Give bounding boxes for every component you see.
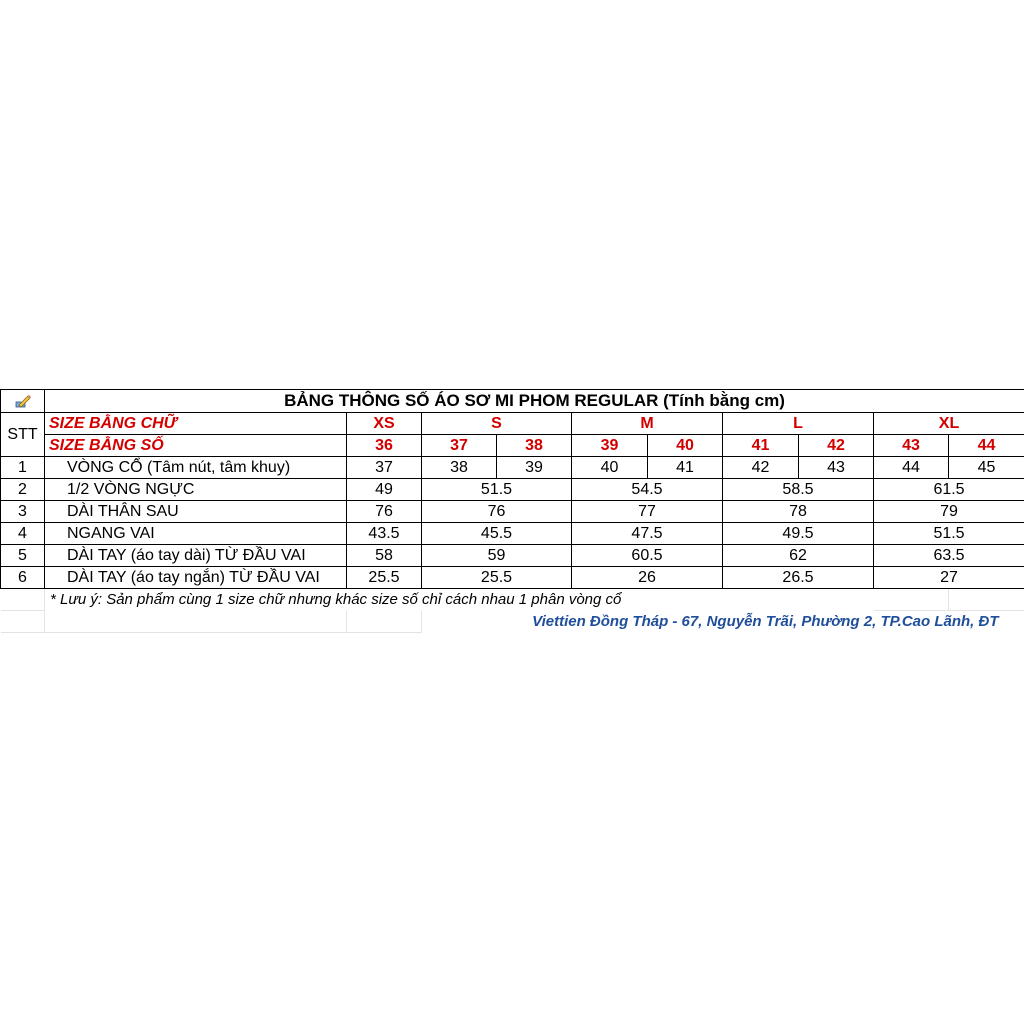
row-value: 59 xyxy=(422,545,572,567)
row-value: 61.5 xyxy=(874,479,1024,501)
size-letter-row xyxy=(1,413,1024,435)
row-value: 60.5 xyxy=(572,545,723,567)
row-value: 26.5 xyxy=(723,567,874,589)
grid-cell xyxy=(949,589,1024,611)
size-letter-label: SIZE BẰNG CHỮ xyxy=(45,413,347,435)
row-value: 40 xyxy=(572,457,648,479)
row-name: NGANG VAI xyxy=(45,523,347,545)
letter-size-cell: XL xyxy=(874,413,1024,435)
row-value: 78 xyxy=(723,501,874,523)
size-chart-sheet xyxy=(0,389,1024,633)
row-value: 76 xyxy=(422,501,572,523)
row-value: 51.5 xyxy=(422,479,572,501)
pencil-icon xyxy=(15,393,31,409)
number-size-cell: 42 xyxy=(799,435,874,457)
title-row xyxy=(1,390,1024,413)
row-stt: 5 xyxy=(1,545,45,567)
row-value: 44 xyxy=(874,457,949,479)
letter-size-cell: L xyxy=(723,413,874,435)
row-value: 51.5 xyxy=(874,523,1024,545)
row-value: 58.5 xyxy=(723,479,874,501)
number-size-cell: 39 xyxy=(572,435,648,457)
row-value: 42 xyxy=(723,457,799,479)
row-value: 41 xyxy=(648,457,723,479)
stt-header: STT xyxy=(1,413,45,457)
row-value: 37 xyxy=(347,457,422,479)
note-text: * Lưu ý: Sản phẩm cùng 1 size chữ nhưng khác size số chỉ cách nhau 1 phân vòng cổ xyxy=(50,591,622,609)
row-value: 77 xyxy=(572,501,723,523)
row-value: 47.5 xyxy=(572,523,723,545)
table-row xyxy=(1,545,1024,567)
row-value: 76 xyxy=(347,501,422,523)
table-row xyxy=(1,479,1024,501)
row-stt: 1 xyxy=(1,457,45,479)
size-number-label: SIZE BẰNG SỐ xyxy=(45,435,347,457)
row-value: 62 xyxy=(723,545,874,567)
number-size-cell: 38 xyxy=(497,435,572,457)
number-size-cell: 44 xyxy=(949,435,1024,457)
corner-cell xyxy=(1,390,45,413)
row-stt: 6 xyxy=(1,567,45,589)
row-value: 43.5 xyxy=(347,523,422,545)
row-value: 43 xyxy=(799,457,874,479)
table-row xyxy=(1,567,1024,589)
row-value: 26 xyxy=(572,567,723,589)
row-value: 79 xyxy=(874,501,1024,523)
row-name: DÀI THÂN SAU xyxy=(45,501,347,523)
row-stt: 2 xyxy=(1,479,45,501)
number-size-cell: 37 xyxy=(422,435,497,457)
letter-size-cell: XS xyxy=(347,413,422,435)
table-row xyxy=(1,501,1024,523)
table-row xyxy=(1,523,1024,545)
table-row xyxy=(1,457,1024,479)
footer-row xyxy=(1,611,1024,633)
letter-size-cell: M xyxy=(572,413,723,435)
row-value: 27 xyxy=(874,567,1024,589)
table-title: BẢNG THÔNG SỐ ÁO SƠ MI PHOM REGULAR (Tính bằng cm) xyxy=(45,390,1024,413)
row-value: 49 xyxy=(347,479,422,501)
number-size-cell: 41 xyxy=(723,435,799,457)
row-name: DÀI TAY (áo tay ngắn) TỪ ĐẦU VAI xyxy=(45,567,347,589)
row-stt: 4 xyxy=(1,523,45,545)
footer-address: Viettien Đồng Tháp - 67, Nguyễn Trãi, Phường 2, TP.Cao Lãnh, ĐT xyxy=(532,613,999,631)
row-name: DÀI TAY (áo tay dài) TỪ ĐẦU VAI xyxy=(45,545,347,567)
row-value: 45.5 xyxy=(422,523,572,545)
note-row xyxy=(1,589,1024,611)
row-name: 1/2 VÒNG NGỰC xyxy=(45,479,347,501)
row-value: 25.5 xyxy=(422,567,572,589)
number-size-cell: 40 xyxy=(648,435,723,457)
number-size-cell: 43 xyxy=(874,435,949,457)
row-value: 45 xyxy=(949,457,1024,479)
size-number-row xyxy=(1,435,1024,457)
row-value: 38 xyxy=(422,457,497,479)
grid-cell xyxy=(45,611,347,633)
grid-cell xyxy=(874,589,949,611)
grid-cell xyxy=(1,611,45,633)
note-spacer xyxy=(1,589,45,611)
letter-size-cell: S xyxy=(422,413,572,435)
row-value: 39 xyxy=(497,457,572,479)
row-stt: 3 xyxy=(1,501,45,523)
row-name: VÒNG CỔ (Tâm nút, tâm khuy) xyxy=(45,457,347,479)
size-chart-table xyxy=(0,389,1024,633)
row-value: 63.5 xyxy=(874,545,1024,567)
row-value: 25.5 xyxy=(347,567,422,589)
number-size-cell: 36 xyxy=(347,435,422,457)
row-value: 54.5 xyxy=(572,479,723,501)
row-value: 58 xyxy=(347,545,422,567)
row-value: 49.5 xyxy=(723,523,874,545)
grid-cell xyxy=(347,611,422,633)
